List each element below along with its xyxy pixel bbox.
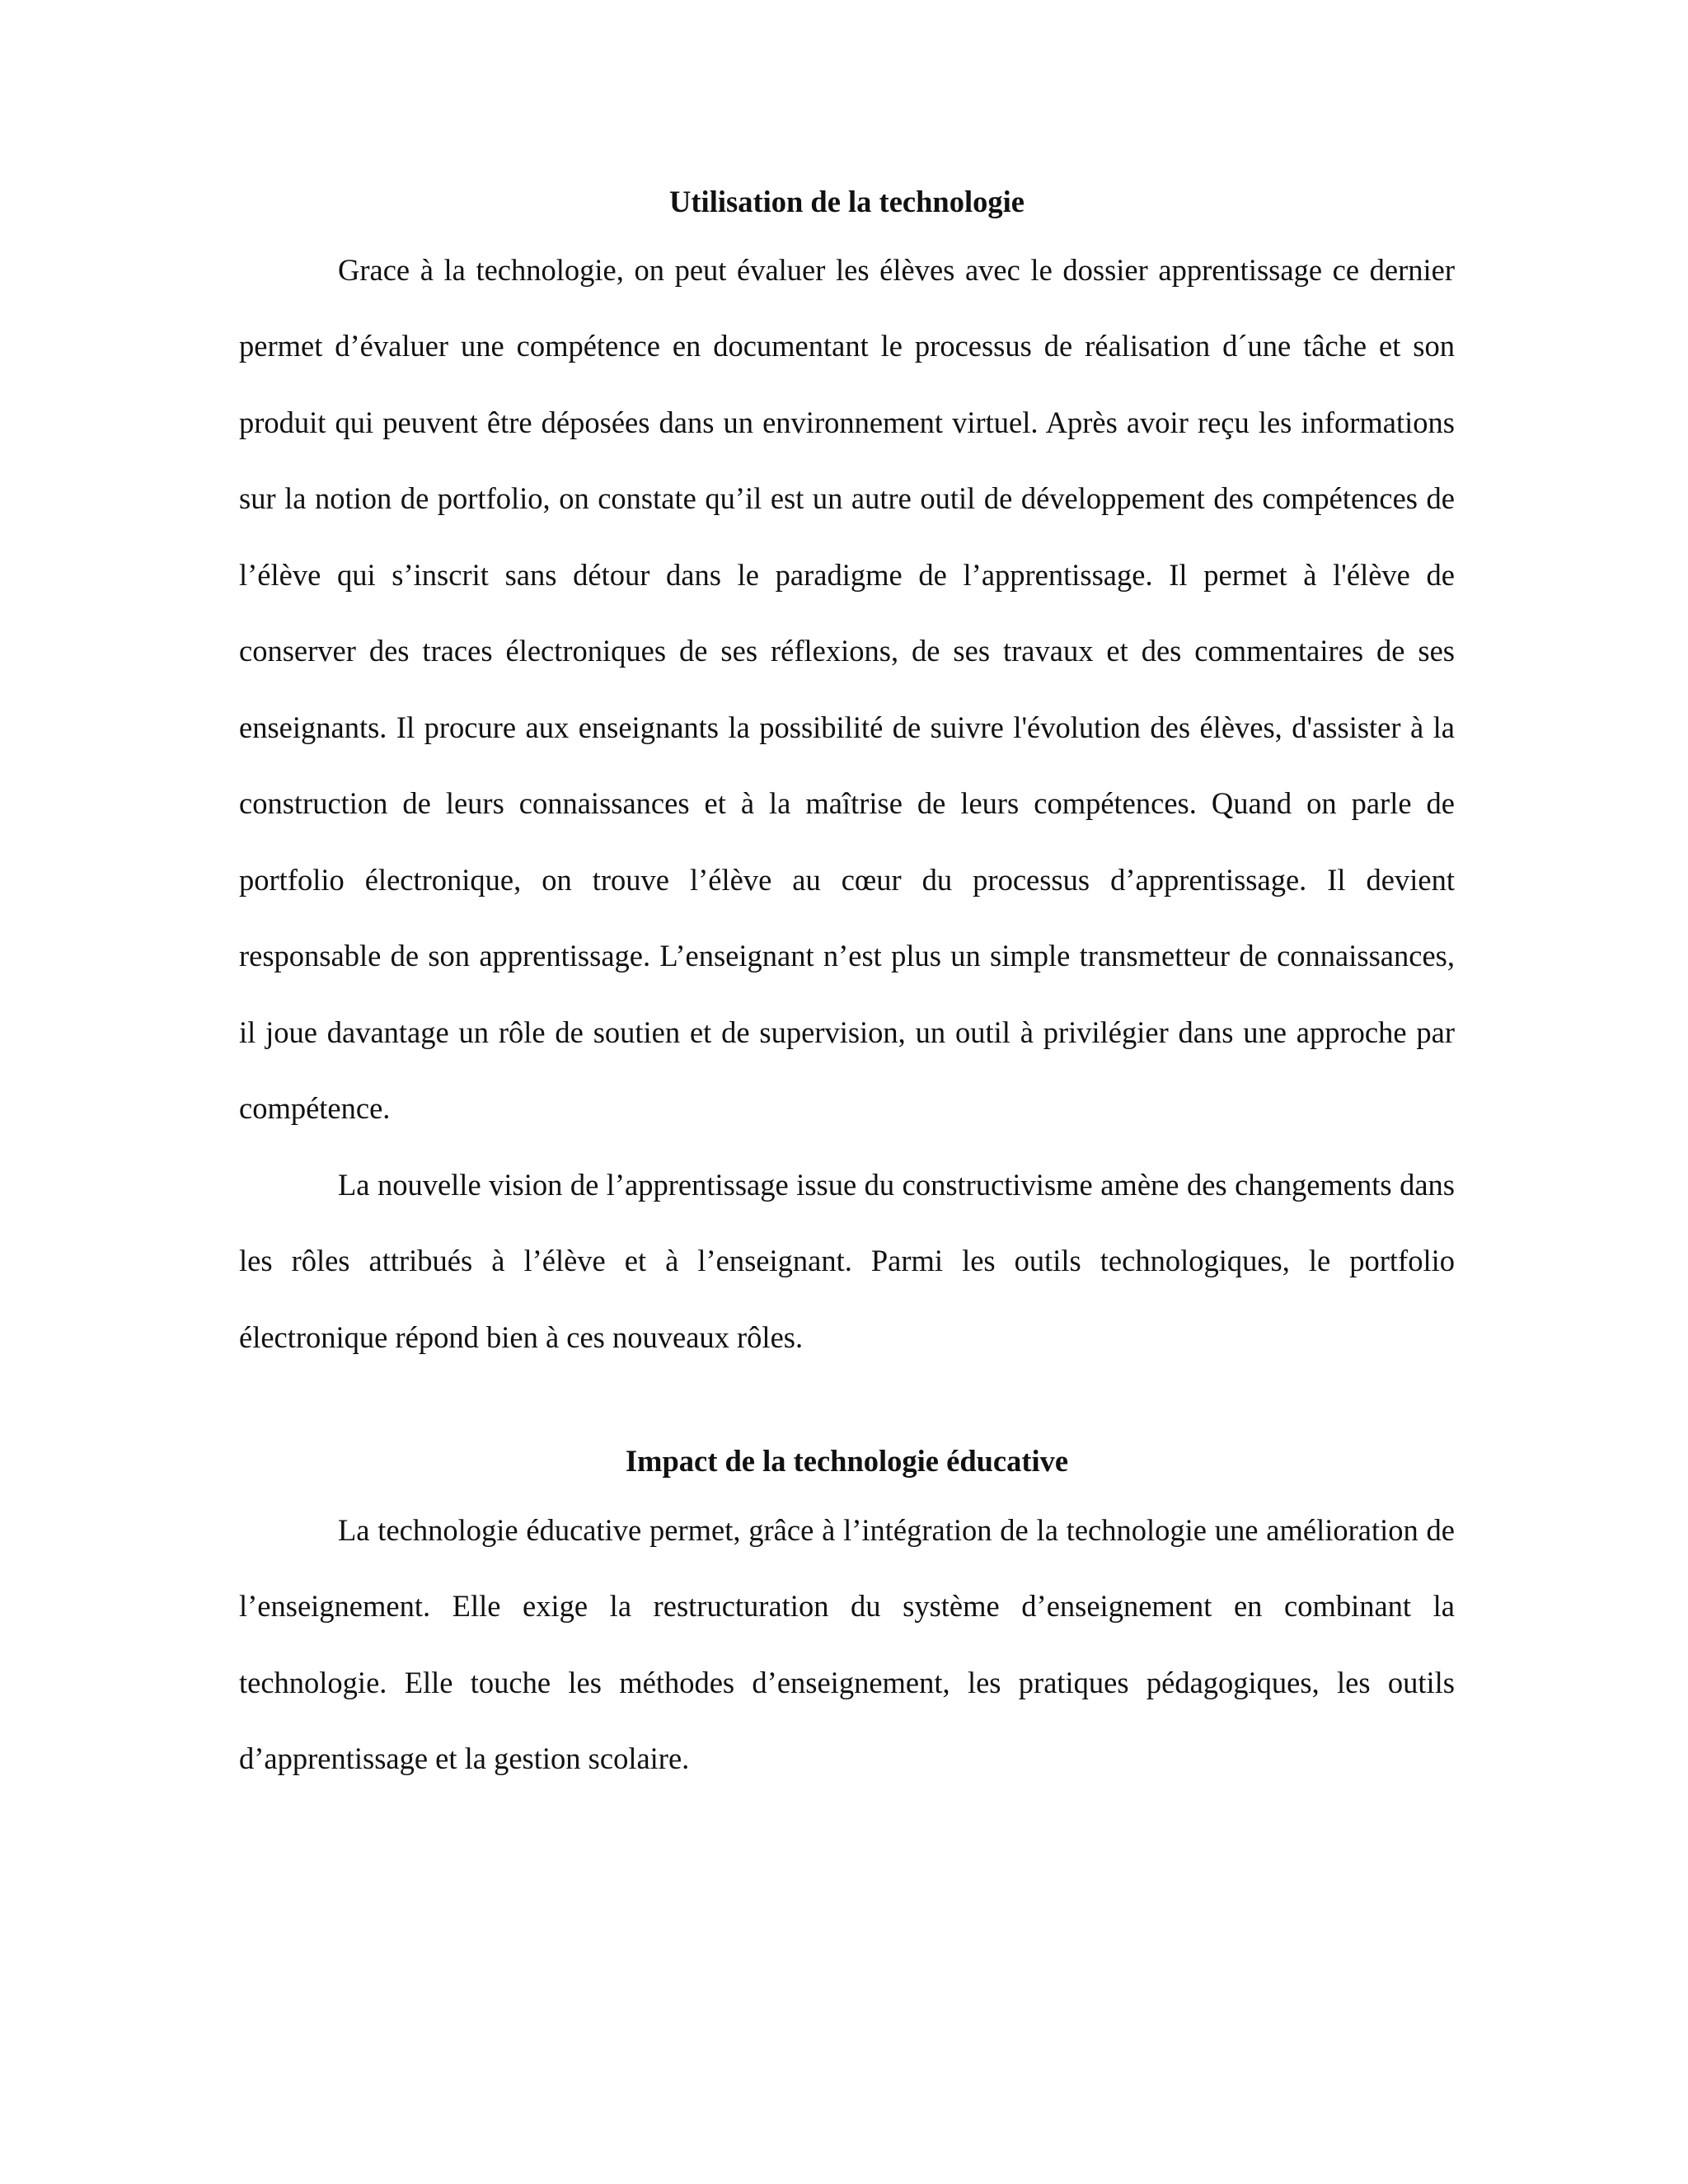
document-body: [239, 183, 1455, 1797]
section-heading-educational-technology-impact: Impact de la technologie éducative: [625, 1444, 1069, 1479]
paragraph-technology-impact: La technologie éducative permet, grâce à l’intégration de la technologie une amélioration de l’enseignement. Elle exige la restructuration du système d’enseignement en combinant la technologie. Elle touche les méthodes d’enseignement, les pratiques pédagogiques, les outils d’apprentissage et la gestion scolaire.: [239, 1512, 1455, 1776]
paragraph-constructivism-roles: La nouvelle vision de l’apprentissage issue du constructivisme amène des changements dans les rôles attribués à l’élève et à l’enseignant. Parmi les outils technologiques, le portfolio électronique répond bien à ces nouveaux rôles.: [239, 1167, 1455, 1354]
section-heading-technology-use: Utilisation de la technologie: [669, 185, 1025, 218]
paragraph-portfolio-evaluation: Grace à la technologie, on peut évaluer les élèves avec le dossier apprentissage ce dernier permet d’évaluer une compétence en documentant le processus de réalisation d´une tâche et son produit qui peuvent être déposées dans un environnement virtuel. Après avoir reçu les informations sur la notion de portfolio, on constate qu’il est un autre outil de développement des compétences de l’élève qui s’inscrit sans détour dans le paradigme de l’apprentissage. Il permet à l'élève de conserver des traces électroniques de ses réflexions, de ses travaux et des commentaires de ses enseignants. Il procure aux enseignants la possibilité de suivre l'évolution des élèves, d'assister à la construction de leurs connaissances et à la maîtrise de leurs compétences. Quand on parle de portfolio électronique, on trouve l’élève au cœur du processus d’apprentissage. Il devient responsable de son apprentissage. L’enseignant n’est plus un simple transmetteur de connaissances, il joue davantage un rôle de soutien et de supervision, un outil à privilégier dans une approche par compétence.: [239, 252, 1455, 1126]
section-educational-technology-impact: [239, 1442, 1455, 1797]
section-technology-use: [239, 183, 1455, 1376]
